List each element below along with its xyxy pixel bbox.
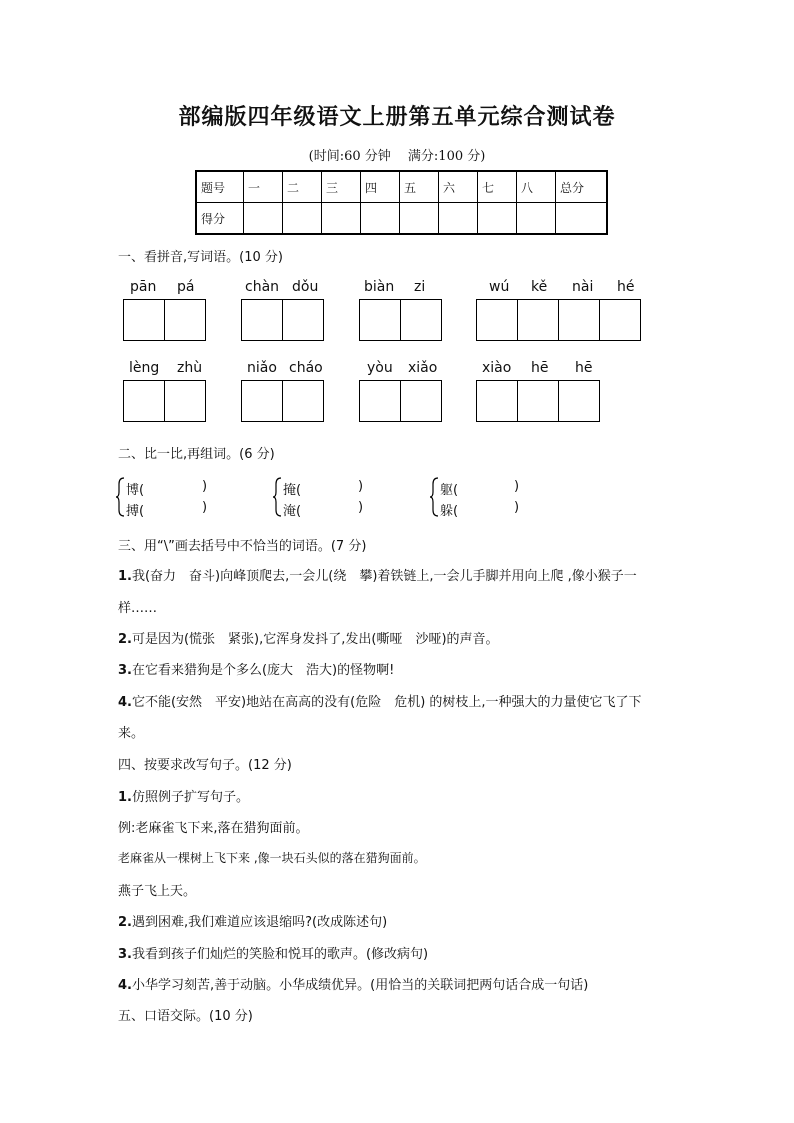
blank-close: ): [202, 479, 208, 494]
writing-cell[interactable]: [123, 380, 165, 422]
question-text: 它不能(安然 平安)地站在高高的没有(危险 危机) 的树枝上,一种强大的力量使它飞了下: [131, 695, 642, 710]
blank-close: ): [358, 479, 364, 494]
question-text: 燕子飞上天。: [118, 884, 197, 899]
pinyin-label: lèng: [129, 360, 160, 376]
question-number: 1.: [118, 569, 132, 584]
writing-grid: [476, 380, 599, 422]
score-cell[interactable]: [517, 203, 556, 235]
score-header-cell: 八: [517, 171, 556, 203]
score-cell[interactable]: [439, 203, 478, 235]
pinyin-label: xiào: [482, 360, 512, 376]
score-header-cell: 三: [322, 171, 361, 203]
question-text: 遇到困难,我们难道应该退缩吗?(改成陈述句): [131, 915, 388, 930]
question-number: 4.: [118, 695, 132, 710]
score-cell[interactable]: [283, 203, 322, 235]
writing-grid: [123, 380, 205, 422]
pinyin-label: zhù: [177, 360, 203, 376]
question-line: [118, 943, 428, 962]
pinyin-label: dǒu: [292, 279, 319, 295]
question-text: 仿照例子扩写句子。: [131, 790, 249, 805]
left-brace-icon: [273, 476, 283, 518]
left-brace-icon: [116, 476, 126, 518]
section-1-heading: 一、看拼音,写词语。(10 分): [118, 250, 283, 265]
question-line: [118, 722, 144, 741]
pinyin-label: pān: [130, 279, 157, 295]
pinyin-label: yòu: [367, 360, 393, 376]
compare-word: 搏(: [126, 504, 145, 519]
question-text: 样……: [118, 601, 158, 616]
writing-cell[interactable]: [517, 380, 559, 422]
question-number: 4.: [118, 978, 132, 993]
writing-cell[interactable]: [123, 299, 165, 341]
writing-cell[interactable]: [558, 299, 600, 341]
blank-close: ): [514, 500, 520, 515]
pinyin-label: hé: [617, 279, 635, 295]
score-row-label: 得分: [196, 203, 244, 235]
pinyin-label: cháo: [289, 360, 323, 376]
writing-cell[interactable]: [241, 380, 283, 422]
writing-grid: [241, 299, 323, 341]
question-line: [118, 817, 309, 836]
section-2-heading: 二、比一比,再组词。(6 分): [118, 447, 275, 462]
section-4-heading: 四、按要求改写句子。(12 分): [118, 758, 292, 773]
score-header-cell: 五: [400, 171, 439, 203]
example-text: 例:老麻雀飞下来,落在猎狗面前。: [118, 821, 309, 836]
score-header-cell: 七: [478, 171, 517, 203]
question-line: [118, 659, 394, 678]
score-table-header-row: [196, 171, 607, 203]
writing-cell[interactable]: [359, 380, 401, 422]
writing-cell[interactable]: [599, 299, 641, 341]
question-line: [118, 786, 249, 805]
question-number: 3.: [118, 663, 132, 678]
writing-cell[interactable]: [164, 380, 206, 422]
question-number: 1.: [118, 790, 132, 805]
writing-cell[interactable]: [400, 299, 442, 341]
writing-cell[interactable]: [558, 380, 600, 422]
blank-close: ): [514, 479, 520, 494]
score-cell[interactable]: [478, 203, 517, 235]
compare-word: 博(: [126, 483, 145, 498]
question-text: 在它看来猎狗是个多么(庞大 浩大)的怪物啊!: [131, 663, 395, 678]
question-text: 小华学习刻苦,善于动脑。小华成绩优异。(用恰当的关联词把两句话合成一句话): [131, 978, 589, 993]
question-line: [118, 849, 426, 866]
writing-cell[interactable]: [282, 299, 324, 341]
writing-cell[interactable]: [359, 299, 401, 341]
question-line: [118, 974, 588, 993]
pinyin-label: pá: [177, 279, 195, 295]
compare-word: 躲(: [440, 504, 459, 519]
writing-cell[interactable]: [282, 380, 324, 422]
writing-grid: [241, 380, 323, 422]
score-header-cell: 总分: [556, 171, 608, 203]
writing-cell[interactable]: [241, 299, 283, 341]
question-text: 可是因为(慌张 紧张),它浑身发抖了,发出(嘶哑 沙哑)的声音。: [131, 632, 499, 647]
writing-cell[interactable]: [400, 380, 442, 422]
question-line: [118, 597, 157, 616]
score-cell[interactable]: [322, 203, 361, 235]
writing-grid: [359, 299, 441, 341]
writing-grid: [123, 299, 205, 341]
question-text: 来。: [118, 726, 145, 741]
score-header-cell: 六: [439, 171, 478, 203]
writing-cell[interactable]: [476, 299, 518, 341]
compare-word: 淹(: [283, 504, 302, 519]
pinyin-label: hē: [575, 360, 593, 376]
score-header-cell: 四: [361, 171, 400, 203]
question-line: [118, 628, 499, 647]
compare-word: 掩(: [283, 483, 302, 498]
score-table-score-row: [196, 203, 607, 235]
pinyin-label: zi: [414, 279, 426, 295]
writing-grid: [476, 299, 640, 341]
exam-info: (时间:60 分钟 满分:100 分): [308, 149, 486, 164]
writing-cell[interactable]: [517, 299, 559, 341]
example-text: 老麻雀从一棵树上飞下来 ,像一块石头似的落在猎狗面前。: [118, 851, 426, 865]
blank-close: ): [358, 500, 364, 515]
score-cell[interactable]: [361, 203, 400, 235]
question-line: [118, 911, 387, 930]
question-text: 我(奋力 奋斗)向峰顶爬去,一会儿(绕 攀)着铁链上,一会儿手脚并用向上爬 ,像小猴子一: [131, 569, 637, 584]
pinyin-label: hē: [531, 360, 549, 376]
left-brace-icon: [430, 476, 440, 518]
writing-cell[interactable]: [476, 380, 518, 422]
question-line: [118, 565, 637, 584]
question-line: [118, 880, 196, 899]
pinyin-label: xiǎo: [408, 360, 438, 376]
section-3-heading: 三、用“\”画去括号中不恰当的词语。(7 分): [118, 539, 367, 554]
section-5-heading: 五、口语交际。(10 分): [118, 1009, 253, 1024]
score-cell[interactable]: [400, 203, 439, 235]
blank-close: ): [202, 500, 208, 515]
score-header-cell: 题号: [196, 171, 244, 203]
pinyin-label: wú: [489, 279, 510, 295]
question-text: 我看到孩子们灿烂的笑脸和悦耳的歌声。(修改病句): [131, 947, 429, 962]
pinyin-label: nài: [572, 279, 594, 295]
page-title: 部编版四年级语文上册第五单元综合测试卷: [178, 104, 616, 130]
score-header-cell: 二: [283, 171, 322, 203]
pinyin-label: biàn: [364, 279, 395, 295]
question-line: [118, 691, 642, 710]
score-cell[interactable]: [244, 203, 283, 235]
writing-cell[interactable]: [164, 299, 206, 341]
score-cell[interactable]: [556, 203, 608, 235]
score-table: [195, 170, 608, 235]
question-number: 2.: [118, 915, 132, 930]
pinyin-label: chàn: [245, 279, 280, 295]
pinyin-label: niǎo: [247, 360, 277, 376]
question-number: 2.: [118, 632, 132, 647]
question-number: 3.: [118, 947, 132, 962]
compare-word: 躯(: [440, 483, 459, 498]
pinyin-label: kě: [531, 279, 548, 295]
score-header-cell: 一: [244, 171, 283, 203]
writing-grid: [359, 380, 441, 422]
